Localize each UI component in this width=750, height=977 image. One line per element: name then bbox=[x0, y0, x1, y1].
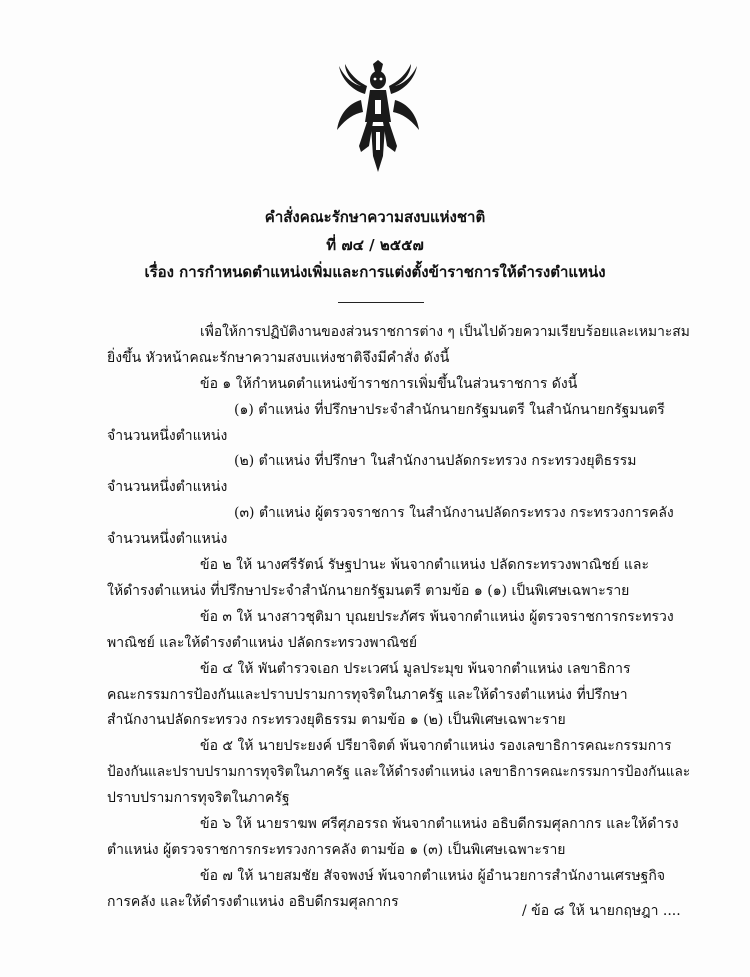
separator-line bbox=[338, 302, 424, 303]
body-line: จำนวนหนึ่งตำแหน่ง bbox=[107, 428, 228, 444]
body-line: ข้อ ๕ ให้ นายประยงค์ ปรียาจิตต์ พ้นจากตำแหน่ง รองเลขาธิการคณะกรรมการ bbox=[200, 738, 672, 754]
body-line: ข้อ ๖ ให้ นายราฆพ ศรีศุภอรรถ พ้นจากตำแหน่ง อธิบดีกรมศุลกากร และให้ดำรง bbox=[200, 816, 679, 832]
body-line: ข้อ ๔ ให้ พันตำรวจเอก ประเวศน์ มูลประมุข พ้นจากตำแหน่ง เลขาธิการ bbox=[200, 661, 631, 677]
body-line: (๒) ตำแหน่ง ที่ปรึกษา ในสำนักงานปลัดกระทรวง กระทรวงยุติธรรม bbox=[234, 453, 637, 469]
body-line: พาณิชย์ และให้ดำรงตำแหน่ง ปลัดกระทรวงพาณิชย์ bbox=[107, 635, 418, 651]
body-line: ยิ่งขึ้น หัวหน้าคณะรักษาความสงบแห่งชาติจึงมีคำสั่ง ดังนี้ bbox=[107, 350, 450, 366]
body-line: ตำแหน่ง ผู้ตรวจราชการกระทรวงการคลัง ตามข้อ ๑ (๓) เป็นพิเศษเฉพาะราย bbox=[107, 842, 566, 858]
body-line: ข้อ ๓ ให้ นางสาวชุติมา บุณยประภัศร พ้นจากตำแหน่ง ผู้ตรวจราชการกระทรวง bbox=[200, 609, 674, 625]
body-line: ข้อ ๒ ให้ นางศรีรัตน์ รัษฐปานะ พ้นจากตำแหน่ง ปลัดกระทรวงพาณิชย์ และ bbox=[200, 557, 649, 573]
order-subject: เรื่อง การกำหนดตำแหน่งเพิ่มและการแต่งตั้งข้าราชการให้ดำรงตำแหน่ง bbox=[144, 263, 606, 281]
garuda-emblem-icon bbox=[333, 60, 423, 175]
body-line: จำนวนหนึ่งตำแหน่ง bbox=[107, 479, 228, 495]
order-title: คำสั่งคณะรักษาความสงบแห่งชาติ bbox=[264, 208, 486, 226]
body-line: การคลัง และให้ดำรงตำแหน่ง อธิบดีกรมศุลกากร bbox=[107, 894, 399, 910]
order-number: ที่ ๗๔ / ๒๕๕๗ bbox=[326, 236, 424, 254]
body-line: ป้องกันและปราบปรามการทุจริตในภาครัฐ และให้ดำรงตำแหน่ง เลขาธิการคณะกรรมการป้องกันและ bbox=[107, 764, 691, 780]
body-line: ให้ดำรงตำแหน่ง ที่ปรึกษาประจำสำนักนายกรัฐมนตรี ตามข้อ ๑ (๑) เป็นพิเศษเฉพาะราย bbox=[107, 583, 630, 599]
continuation-note: / ข้อ ๘ ให้ นายกฤษฎา .... bbox=[522, 903, 681, 919]
body-line: (๑) ตำแหน่ง ที่ปรึกษาประจำสำนักนายกรัฐมนตรี ในสำนักนายกรัฐมนตรี bbox=[234, 402, 665, 418]
body-line: คณะกรรมการป้องกันและปราบปรามการทุจริตในภาครัฐ และให้ดำรงตำแหน่ง ที่ปรึกษา bbox=[107, 687, 628, 703]
body-line: ข้อ ๗ ให้ นายสมชัย สัจจพงษ์ พ้นจากตำแหน่ง ผู้อำนวยการสำนักงานเศรษฐกิจ bbox=[200, 868, 666, 884]
body-line: (๓) ตำแหน่ง ผู้ตรวจราชการ ในสำนักงานปลัดกระทรวง กระทรวงการคลัง bbox=[234, 505, 674, 521]
body-line: เพื่อให้การปฏิบัติงานของส่วนราชการต่าง ๆ เป็นไปด้วยความเรียบร้อยและเหมาะสม bbox=[200, 324, 690, 340]
body-line: สำนักงานปลัดกระทรวง กระทรวงยุติธรรม ตามข้อ ๑ (๒) เป็นพิเศษเฉพาะราย bbox=[107, 712, 566, 728]
body-line: ปราบปรามการทุจริตในภาครัฐ bbox=[107, 790, 290, 806]
body-line: ข้อ ๑ ให้กำหนดตำแหน่งข้าราชการเพิ่มขึ้นในส่วนราชการ ดังนี้ bbox=[200, 376, 578, 392]
body-line: จำนวนหนึ่งตำแหน่ง bbox=[107, 531, 228, 547]
